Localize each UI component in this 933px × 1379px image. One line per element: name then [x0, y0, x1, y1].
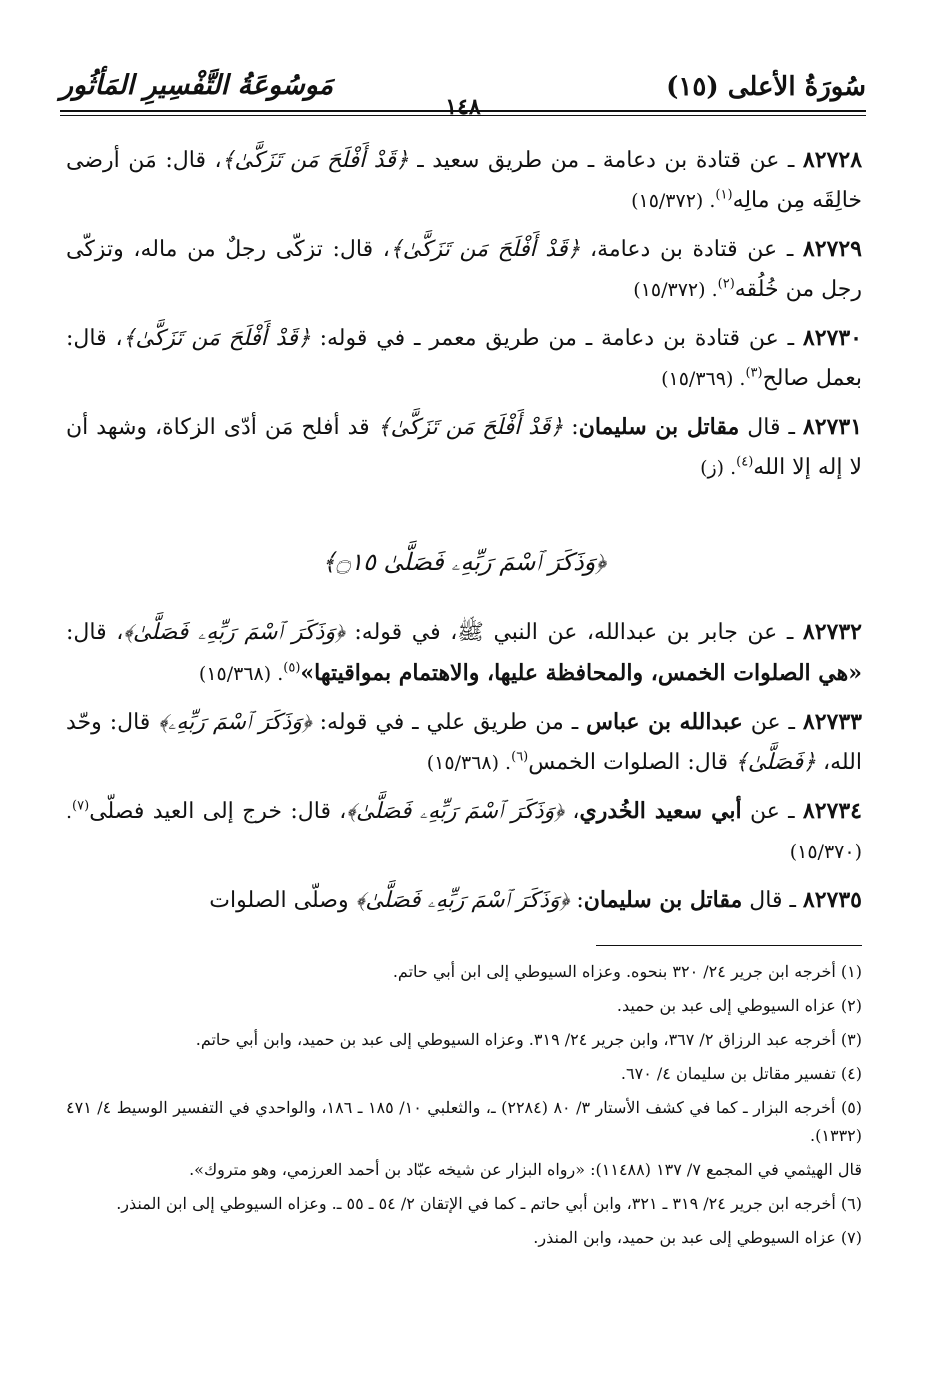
footnote-marker[interactable]: (٧) — [72, 798, 90, 814]
hadith-text: «هي الصلوات الخمس، والمحافظة عليها، والاهتمام بمواقيتها» — [300, 660, 862, 686]
narrator-name: مقاتل بن سليمان — [578, 414, 740, 440]
volume-reference: . (ز) — [700, 457, 737, 479]
running-header — [60, 66, 866, 120]
entry-text: ـ عن قتادة بن دعامة، — [580, 237, 803, 262]
entry-text: ـ عن — [742, 710, 803, 735]
entry-text: ـ عن جابر بن عبدالله، عن النبي ﷺ، في قوله: — [344, 620, 803, 645]
footnote-1: (١) أخرجه ابن جرير ٢٤/ ٣٢٠ بنحوه. وعزاه السيوطي إلى ابن أبي حاتم. — [392, 962, 862, 981]
narrator-name: عبدالله بن عباس — [586, 709, 743, 735]
entry-text: ، قال: تزكّى رجلٌ من ماله، وتزكّى رجل من خُلُقه — [66, 237, 862, 302]
entry-text: قد أفلح مَن أدّى الزكاة، وشهد أن لا إله إلا الله — [66, 415, 862, 480]
entry-number: ٨٢٧٣٠ — [802, 325, 862, 351]
entry-number: ٨٢٧٢٨ — [802, 147, 863, 173]
entry-82732 — [66, 612, 862, 694]
entry-82733 — [66, 702, 862, 783]
main-text — [66, 140, 862, 496]
footnote-marker[interactable]: (٦) — [511, 749, 529, 765]
entry-text: ـ عن — [741, 799, 803, 824]
volume-reference: . (١٥/٣٧٢) — [631, 190, 716, 212]
entry-82731 — [66, 407, 862, 488]
quran-verse: ﴿وَذَكَرَ ٱسْمَ رَبِّهِۦ فَصَلَّىٰ﴾ — [123, 620, 345, 645]
footnote-marker[interactable]: (٣) — [745, 365, 763, 381]
page-number: ١٤٨ — [445, 94, 481, 120]
volume-reference: . (١٥/٣٦٩) — [661, 368, 746, 390]
footnote-marker[interactable]: (١) — [715, 187, 733, 203]
entry-text: ـ عن قتادة بن دعامة ـ من طريق سعيد ـ — [408, 148, 803, 173]
narrator-name: مقاتل بن سليمان — [583, 887, 743, 913]
main-text-continued — [66, 612, 862, 929]
footnote-marker[interactable]: (٢) — [717, 276, 735, 292]
quran-verse: ﴿قَدْ أَفْلَحَ مَن تَزَكَّىٰ﴾ — [122, 326, 311, 351]
entry-text: ، قال: خرج إلى العيد فصلّى — [89, 799, 347, 824]
entry-82730 — [66, 318, 862, 399]
entry-82728 — [66, 140, 862, 221]
footnote-5: (٥) أخرجه البزار ـ كما في كشف الأستار ٣/ ٨٠ (٢٢٨٤) ـ، والثعلبي ١٠/ ١٨٥ ـ ١٨٦، والواحدي في التفسير الوسيط ٤/ ٤٧١ (١٣٣٢). — [66, 1098, 863, 1145]
volume-reference: . (١٥/٣٧٠) — [66, 801, 862, 863]
entry-number: ٨٢٧٣٥ — [802, 887, 862, 913]
volume-reference: . (١٥/٣٧٢) — [633, 279, 718, 301]
quran-verse: ﴿وَذَكَرَ ٱسْمَ رَبِّهِۦ﴾ — [158, 710, 312, 735]
surah-title: سُورَةُ الأعلى (١٥) — [666, 72, 866, 102]
header-rule — [60, 110, 866, 112]
entry-number: ٨٢٧٢٩ — [802, 236, 862, 262]
entry-number: ٨٢٧٣٤ — [802, 798, 862, 824]
footnote-4: (٤) تفسير مقاتل بن سليمان ٤/ ٦٧٠. — [620, 1064, 862, 1083]
entry-82734 — [66, 791, 862, 872]
footnote-marker[interactable]: (٥) — [283, 660, 301, 676]
footnote-6: (٦) أخرجه ابن جرير ٢٤/ ٣١٩ ـ ٣٢١، وابن أبي حاتم ـ كما في الإتقان ٢/ ٥٤ ـ ٥٥ ـ. وعزاه السيوطي إلى ابن المنذر. — [116, 1194, 862, 1213]
section-verse-heading: ﴿وَذَكَرَ ٱسْمَ رَبِّهِۦ فَصَلَّىٰ ۝١٥﴾ — [321, 548, 607, 576]
entry-number: ٨٢٧٣٣ — [802, 709, 862, 735]
entry-text: وصلّى الصلوات — [209, 888, 356, 913]
entry-text: ـ قال — [742, 888, 803, 913]
entry-text: ، — [564, 799, 580, 824]
quran-verse: ﴿قَدْ أَفْلَحَ مَن تَزَكَّىٰ﴾ — [389, 237, 581, 262]
quran-verse: ﴿وَذَكَرَ ٱسْمَ رَبِّهِۦ فَصَلَّىٰ﴾ — [355, 888, 570, 913]
quran-verse: ﴿قَدْ أَفْلَحَ مَن تَزَكَّىٰ﴾ — [377, 415, 564, 440]
entry-text: ـ من طريق علي ـ في قوله: — [311, 710, 587, 735]
footnote-7: (٧) عزاه السيوطي إلى عبد بن حميد، وابن المنذر. — [533, 1228, 862, 1247]
footnote-separator — [596, 945, 862, 946]
quran-verse: ﴿فَصَلَّىٰ﴾ — [735, 750, 816, 775]
entry-text: قال: وحّد الله، — [66, 710, 862, 775]
entry-text: ، قال: — [66, 620, 124, 645]
volume-reference: . (١٥/٣٦٨) — [198, 663, 284, 685]
book-title: مَوسُوعَةُ التَّفْسِيرِ المَأثُور — [60, 70, 334, 101]
volume-reference: . (١٥/٣٦٨) — [426, 752, 512, 774]
entry-82735 — [66, 880, 862, 921]
footnote-3: (٣) أخرجه عبد الرزاق ٢/ ٣٦٧، وابن جرير ٢٤/ ٣١٩. وعزاه السيوطي إلى عبد بن حميد، وابن أبي حاتم. — [195, 1030, 862, 1049]
narrator-name: أبي سعيد الخُدري — [579, 798, 742, 824]
entry-text: : — [569, 888, 584, 913]
entry-text: ، قال: بعمل صالح — [66, 326, 862, 391]
footnote-2: (٢) عزاه السيوطي إلى عبد بن حميد. — [616, 996, 862, 1015]
entry-82729 — [66, 229, 862, 310]
footnote-marker[interactable]: (٤) — [736, 454, 754, 470]
entry-text: ـ قال — [739, 415, 803, 440]
footnote-5-note: قال الهيثمي في المجمع ٧/ ١٣٧ (١١٤٨٨): «رواه البزار عن شيخه عبّاد بن أحمد العرزمي، وهو متروك». — [189, 1160, 862, 1179]
quran-verse: ﴿وَذَكَرَ ٱسْمَ رَبِّهِۦ فَصَلَّىٰ﴾ — [346, 799, 565, 824]
footnotes — [66, 958, 862, 1258]
entry-text: قال: الصلوات الخمس — [528, 750, 735, 775]
entry-text: : — [563, 415, 579, 440]
quran-verse: ﴿قَدْ أَفْلَحَ مَن تَزَكَّىٰ﴾ — [221, 148, 409, 173]
header-rule-thin — [60, 115, 866, 116]
entry-text: ، قال: مَن أرضى خالِقَه مِن مالِه — [66, 148, 862, 213]
entry-text: ـ عن قتادة بن دعامة ـ من طريق معمر ـ في قوله: — [310, 326, 803, 351]
entry-number: ٨٢٧٣١ — [802, 414, 863, 440]
entry-number: ٨٢٧٣٢ — [802, 619, 862, 645]
